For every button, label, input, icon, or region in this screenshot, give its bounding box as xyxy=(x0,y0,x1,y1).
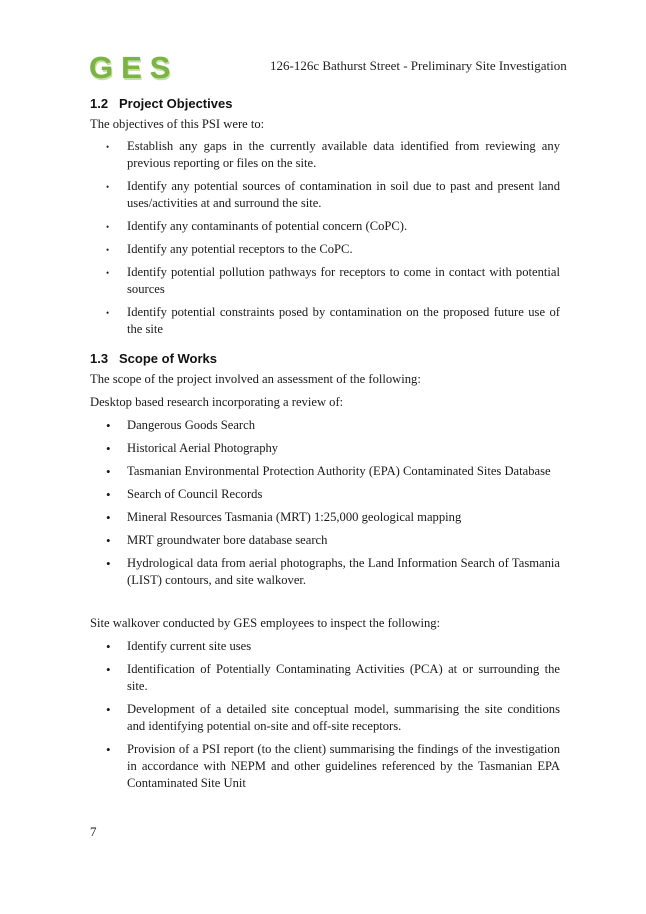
list-item: • Mineral Resources Tasmania (MRT) 1:25,000 geological mapping xyxy=(106,510,462,525)
list-item: • Tasmanian Environmental Protection Authority (EPA) Contaminated Sites Database xyxy=(106,464,551,479)
page-number: 7 xyxy=(90,824,97,839)
bullet-icon: • xyxy=(106,487,111,502)
list-item: • Search of Council Records xyxy=(106,487,263,502)
bullet-icon: • xyxy=(106,464,111,479)
desktop-research-intro: Desktop based research incorporating a review of: xyxy=(90,395,344,409)
list-item: • Dangerous Goods Search xyxy=(106,418,256,433)
bullet-icon: • xyxy=(106,662,111,677)
walkover-list xyxy=(90,638,560,792)
bullet-icon: • xyxy=(106,533,111,548)
desktop-research-list xyxy=(90,417,560,589)
list-item: • Development of a detailed site conceptual model, summarising the site conditions and identifying potential on-site and off-site receptors. xyxy=(106,702,560,733)
list-item: • Provision of a PSI report (to the client) summarising the findings of the investigation in accordance with NEPM and other guidelines referenced by the Tasmanian EPA Contaminated Site Unit xyxy=(106,742,560,790)
objectives-intro: The objectives of this PSI were to: xyxy=(90,117,265,131)
list-item: • Identify any potential receptors to the CoPC. xyxy=(90,241,560,258)
bullet-icon: • xyxy=(106,142,110,152)
list-item: • Establish any gaps in the currently available data identified from reviewing any previous reporting or files on the site. xyxy=(106,139,560,170)
list-item: • Identification of Potentially Contaminating Activities (PCA) at or surrounding the site. xyxy=(106,662,560,693)
list-item: • Identify any potential sources of contamination in soil due to past and present land uses/activities at and surround the site. xyxy=(106,179,560,210)
list-item: • Hydrological data from aerial photographs, the Land Information Search of Tasmania (LIST) contours, and site walkover. xyxy=(106,556,560,587)
bullet-icon: • xyxy=(106,441,111,456)
list-item: • Identify potential constraints posed by contamination on the proposed future use of the site xyxy=(106,305,560,336)
list-item: • Identify current site uses xyxy=(106,639,252,654)
list-item: • Identify any contaminants of potential concern (CoPC). xyxy=(90,218,560,235)
list-item: • Identify potential pollution pathways for receptors to come in contact with potential sources xyxy=(106,265,560,296)
header-title: 126-126c Bathurst Street - Preliminary Site Investigation xyxy=(270,58,567,73)
bullet-icon: • xyxy=(106,308,110,318)
bullet-icon: • xyxy=(106,245,110,255)
bullet-icon: • xyxy=(106,556,111,571)
list-item: • Historical Aerial Photography xyxy=(106,441,279,456)
bullet-icon: • xyxy=(106,222,110,232)
list-item: • MRT groundwater bore database search xyxy=(106,533,328,548)
bullet-icon: • xyxy=(106,268,110,278)
bullet-icon: • xyxy=(106,418,111,433)
objectives-list xyxy=(90,138,560,338)
bullet-icon: • xyxy=(106,702,111,717)
walkover-intro: Site walkover conducted by GES employees to inspect the following: xyxy=(90,616,441,630)
document-body xyxy=(90,95,560,792)
company-logo: GES xyxy=(89,50,179,85)
bullet-icon: • xyxy=(106,742,111,757)
bullet-icon: • xyxy=(106,639,111,654)
section-heading-scope: 1.3 Scope of Works xyxy=(90,351,218,366)
scope-intro: The scope of the project involved an assessment of the following: xyxy=(90,372,421,386)
bullet-icon: • xyxy=(106,182,110,192)
section-heading-objectives: 1.2 Project Objectives xyxy=(90,96,233,111)
bullet-icon: • xyxy=(106,510,111,525)
